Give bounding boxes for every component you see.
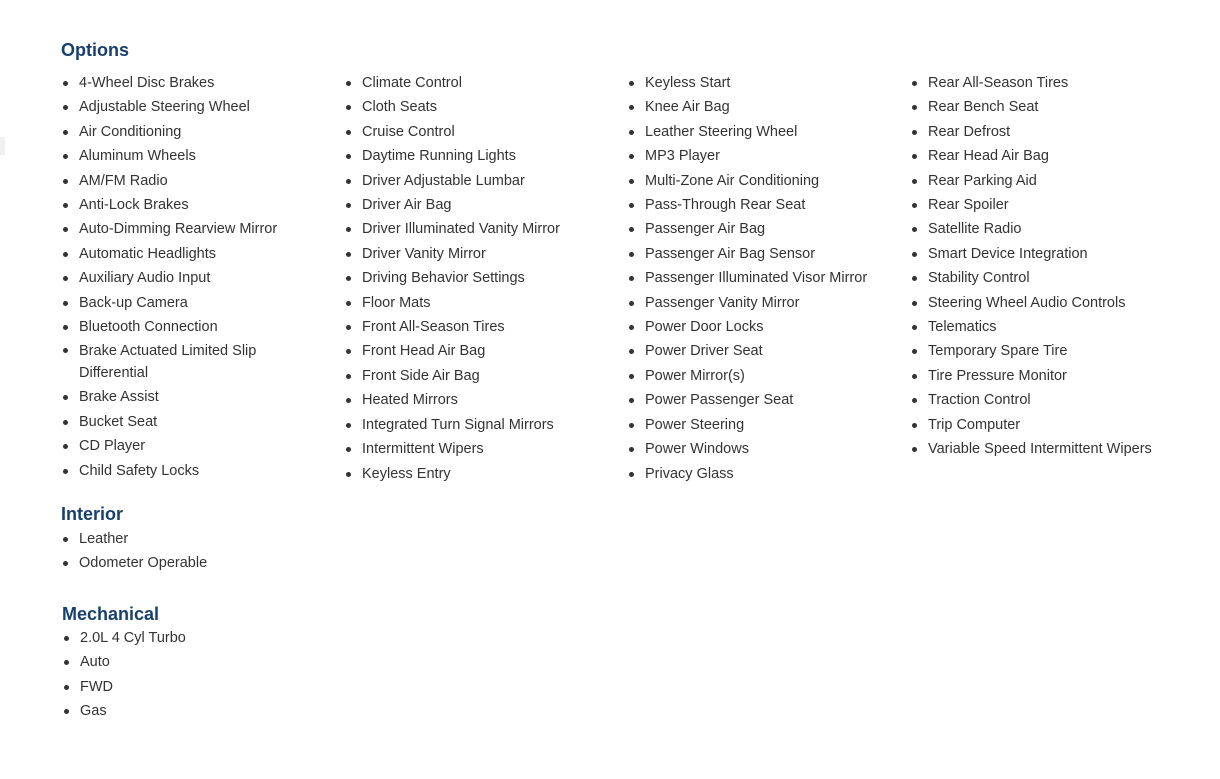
list-item: Satellite Radio	[910, 217, 1190, 241]
list-item: Rear Bench Seat	[910, 95, 1190, 119]
list-item: Passenger Air Bag	[627, 217, 887, 241]
list-item: AM/FM Radio	[61, 169, 311, 193]
list-item: Front Head Air Bag	[344, 339, 604, 363]
list-item: Passenger Illuminated Visor Mirror	[627, 266, 887, 290]
list-item: Cloth Seats	[344, 95, 604, 119]
list-item: Cruise Control	[344, 120, 604, 144]
list-item: Air Conditioning	[61, 120, 311, 144]
interior-list	[61, 527, 311, 576]
list-item: Brake Assist	[61, 385, 311, 409]
list-item: Bucket Seat	[61, 410, 311, 434]
list-item: Floor Mats	[344, 291, 604, 315]
list-item: Stability Control	[910, 266, 1190, 290]
list-item: Leather Steering Wheel	[627, 120, 887, 144]
list-item: Trip Computer	[910, 413, 1190, 437]
list-item: Privacy Glass	[627, 462, 887, 486]
mechanical-list	[62, 626, 312, 724]
list-item: 4-Wheel Disc Brakes	[61, 71, 311, 95]
list-item: Auto-Dimming Rearview Mirror	[61, 217, 311, 241]
list-item: Keyless Entry	[344, 462, 604, 486]
list-item: Keyless Start	[627, 71, 887, 95]
list-item: Passenger Vanity Mirror	[627, 291, 887, 315]
list-item: Driving Behavior Settings	[344, 266, 604, 290]
list-item: Brake Actuated Limited Slip Differential	[61, 339, 311, 385]
list-item: Rear Head Air Bag	[910, 144, 1190, 168]
list-item: Power Steering	[627, 413, 887, 437]
page-edge-marker	[0, 137, 5, 155]
list-item: Auto	[62, 650, 312, 674]
list-item: Rear Defrost	[910, 120, 1190, 144]
list-item: Odometer Operable	[61, 551, 311, 575]
list-item: Pass-Through Rear Seat	[627, 193, 887, 217]
interior-heading: Interior	[61, 504, 124, 524]
list-item: Passenger Air Bag Sensor	[627, 242, 887, 266]
list-item: Adjustable Steering Wheel	[61, 95, 311, 119]
list-item: Front Side Air Bag	[344, 364, 604, 388]
list-item: Intermittent Wipers	[344, 437, 604, 461]
list-item: Front All-Season Tires	[344, 315, 604, 339]
list-item: Smart Device Integration	[910, 242, 1190, 266]
list-item: Temporary Spare Tire	[910, 339, 1190, 363]
options-column-4	[910, 71, 1190, 462]
list-item: FWD	[62, 675, 312, 699]
list-item: MP3 Player	[627, 144, 887, 168]
list-item: Driver Air Bag	[344, 193, 604, 217]
list-item: Power Door Locks	[627, 315, 887, 339]
list-item: Auxiliary Audio Input	[61, 266, 311, 290]
options-column-2	[344, 71, 604, 486]
list-item: Power Mirror(s)	[627, 364, 887, 388]
list-item: Rear Spoiler	[910, 193, 1190, 217]
mechanical-heading: Mechanical	[62, 604, 160, 624]
list-item: Gas	[62, 699, 312, 723]
list-item: 2.0L 4 Cyl Turbo	[62, 626, 312, 650]
list-item: Automatic Headlights	[61, 242, 311, 266]
list-item: Driver Illuminated Vanity Mirror	[344, 217, 604, 241]
options-column-1	[61, 71, 311, 483]
list-item: Driver Vanity Mirror	[344, 242, 604, 266]
list-item: Driver Adjustable Lumbar	[344, 169, 604, 193]
list-item: Integrated Turn Signal Mirrors	[344, 413, 604, 437]
list-item: Tire Pressure Monitor	[910, 364, 1190, 388]
list-item: Leather	[61, 527, 311, 551]
list-item: Aluminum Wheels	[61, 144, 311, 168]
list-item: Telematics	[910, 315, 1190, 339]
list-item: Rear Parking Aid	[910, 169, 1190, 193]
list-item: Knee Air Bag	[627, 95, 887, 119]
list-item: Power Driver Seat	[627, 339, 887, 363]
list-item: Rear All-Season Tires	[910, 71, 1190, 95]
list-item: Multi-Zone Air Conditioning	[627, 169, 887, 193]
list-item: Child Safety Locks	[61, 459, 311, 483]
options-heading: Options	[61, 40, 129, 60]
list-item: Anti-Lock Brakes	[61, 193, 311, 217]
list-item: Climate Control	[344, 71, 604, 95]
list-item: CD Player	[61, 434, 311, 458]
options-column-3	[627, 71, 887, 486]
list-item: Power Windows	[627, 437, 887, 461]
list-item: Power Passenger Seat	[627, 388, 887, 412]
list-item: Traction Control	[910, 388, 1190, 412]
list-item: Back-up Camera	[61, 291, 311, 315]
list-item: Daytime Running Lights	[344, 144, 604, 168]
list-item: Variable Speed Intermittent Wipers	[910, 437, 1190, 461]
list-item: Heated Mirrors	[344, 388, 604, 412]
list-item: Bluetooth Connection	[61, 315, 311, 339]
list-item: Steering Wheel Audio Controls	[910, 291, 1190, 315]
